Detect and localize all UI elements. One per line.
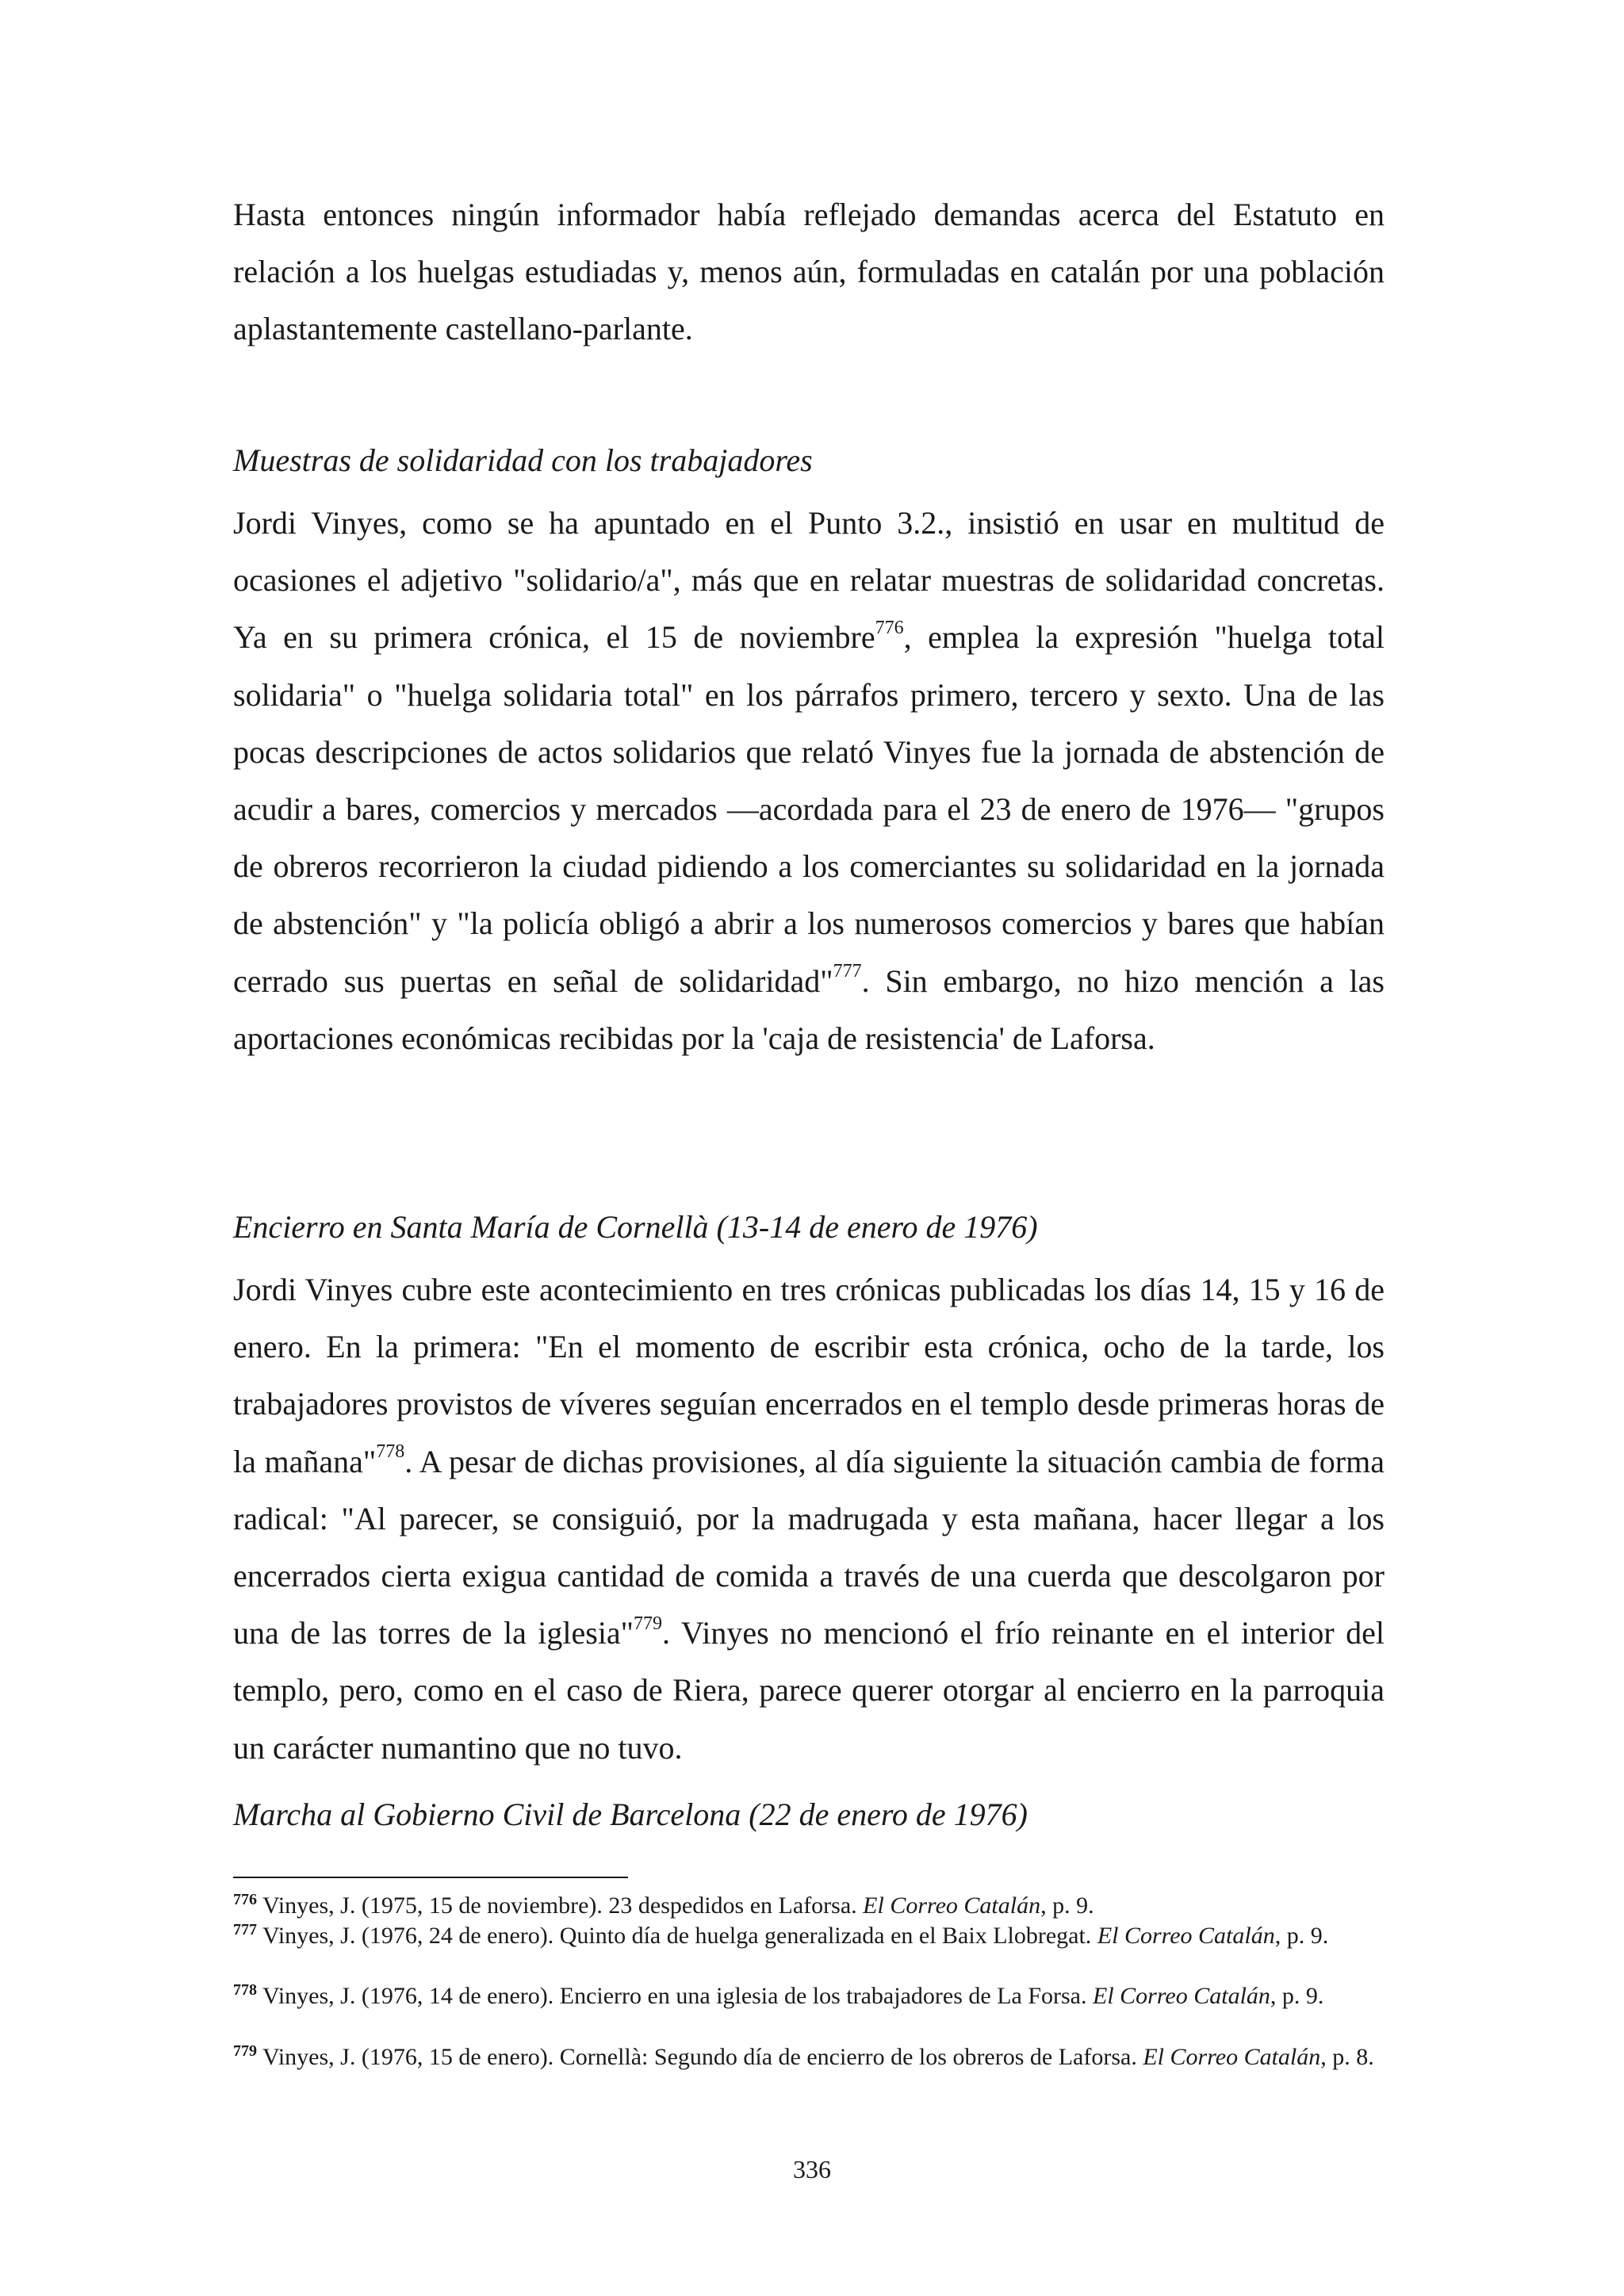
- footnote-ref-779[interactable]: 779: [634, 1613, 663, 1634]
- footnote-text: Vinyes, J. (1975, 15 de noviembre). 23 despedidos en Laforsa.: [262, 1892, 864, 1919]
- encierro-text-part-1: Jordi Vinyes cubre este acontecimiento en tres crónicas publicadas los días 14, 15 y 16 de enero. En la primera: "En el momento de escribir esta crónica, ocho de la tarde, los trabajadores provistos de víveres seguían encerrados en el templo desde primeras horas de la mañana": [233, 1272, 1385, 1479]
- footnote-source: El Correo Catalán: [1093, 1983, 1270, 2009]
- footnote-text: Vinyes, J. (1976, 14 de enero). Encierro en una iglesia de los trabajadores de La Forsa.: [262, 1983, 1093, 2009]
- footnote-pages: , p. 9.: [1040, 1892, 1094, 1919]
- footnote-ref-778[interactable]: 778: [376, 1441, 405, 1463]
- section-heading-solidaridad: Muestras de solidaridad con los trabajadores: [233, 442, 813, 478]
- footnote-number: 779: [233, 2042, 257, 2060]
- footnote-text: Vinyes, J. (1976, 24 de enero). Quinto día de huelga generalizada en el Baix Llobregat.: [262, 1923, 1097, 1949]
- section-heading-encierro: Encierro en Santa María de Cornellà (13-14 de enero de 1976): [233, 1209, 1038, 1245]
- section-heading-marcha: Marcha al Gobierno Civil de Barcelona (22 de enero de 1976): [233, 1797, 1028, 1832]
- encierro-text-part-3: . Vinyes no mencionó el frío reinante en el interior del templo, pero, como en el caso de Riera, parece querer otorgar al encierro en la parroquia un carácter numantino que no tuvo.: [233, 1615, 1385, 1766]
- encierro-text-part-2: . A pesar de dichas provisiones, al día siguiente la situación cambia de forma radical: "Al parecer, se consiguió, por la madrugada y esta mañana, hacer llegar a los encerrados cierta exigua cantidad de comida a través de una cuerda que descolgaron por una de las torres de la iglesia": [233, 1443, 1385, 1651]
- page-number: 336: [793, 2155, 831, 2183]
- intro-paragraph: [233, 186, 1385, 358]
- footnote-number: 777: [233, 1921, 257, 1938]
- footnote-number: 776: [233, 1891, 257, 1908]
- footnote-number: 778: [233, 1981, 257, 1999]
- footnote-separator: [233, 1877, 628, 1878]
- footnote-ref-776[interactable]: 776: [875, 618, 904, 639]
- footnote-source: El Correo Catalán: [1097, 1923, 1275, 1949]
- footnote-779: [233, 2042, 1385, 2072]
- footnote-pages: , p. 8.: [1320, 2044, 1374, 2070]
- solidaridad-text-part-3: . Sin embargo, no hizo mención a las aportaciones económicas recibidas por la 'caja de resistencia' de Laforsa.: [233, 962, 1385, 1056]
- footnote-776: [233, 1891, 1385, 1921]
- footnote-777: [233, 1921, 1385, 1951]
- solidaridad-paragraph: [233, 495, 1385, 1067]
- footnote-778: [233, 1981, 1385, 2011]
- solidaridad-text-part-1: Jordi Vinyes, como se ha apuntado en el Punto 3.2., insistió en usar en multitud de ocasiones el adjetivo "solidario/a", más que en relatar muestras de solidaridad concretas. Ya en su primera crónica, el 15 de noviembre: [233, 505, 1385, 656]
- footnote-pages: , p. 9.: [1270, 1983, 1324, 2009]
- footnote-text: Vinyes, J. (1976, 15 de enero). Cornellà: Segundo día de encierro de los obreros de Laforsa.: [262, 2044, 1143, 2070]
- footnote-ref-777[interactable]: 777: [833, 961, 862, 982]
- solidaridad-text-part-2: , emplea la expresión "huelga total solidaria" o "huelga solidaria total" en los párrafos primero, tercero y sexto. Una de las pocas descripciones de actos solidarios que relató Vinyes fue la jornada de abstención de acudir a bares, comercios y mercados —acordada para el 23 de enero de 1976— "grupos de obreros recorrieron la ciudad pidiendo a los comerciantes su solidaridad en la jornada de abstención" y "la policía obligó a abrir a los numerosos comercios y bares que habían cerrado sus puertas en señal de solidaridad": [233, 619, 1385, 999]
- encierro-paragraph: [233, 1261, 1385, 1777]
- footnote-source: El Correo Catalán: [1143, 2044, 1321, 2070]
- footnote-pages: , p. 9.: [1274, 1923, 1329, 1949]
- intro-paragraph-text: Hasta entonces ningún informador había reflejado demandas acerca del Estatuto en relación a los huelgas estudiadas y, menos aún, formuladas en catalán por una población aplastantemente castellano-parlante.: [233, 197, 1385, 347]
- footnote-source: El Correo Catalán: [863, 1892, 1041, 1919]
